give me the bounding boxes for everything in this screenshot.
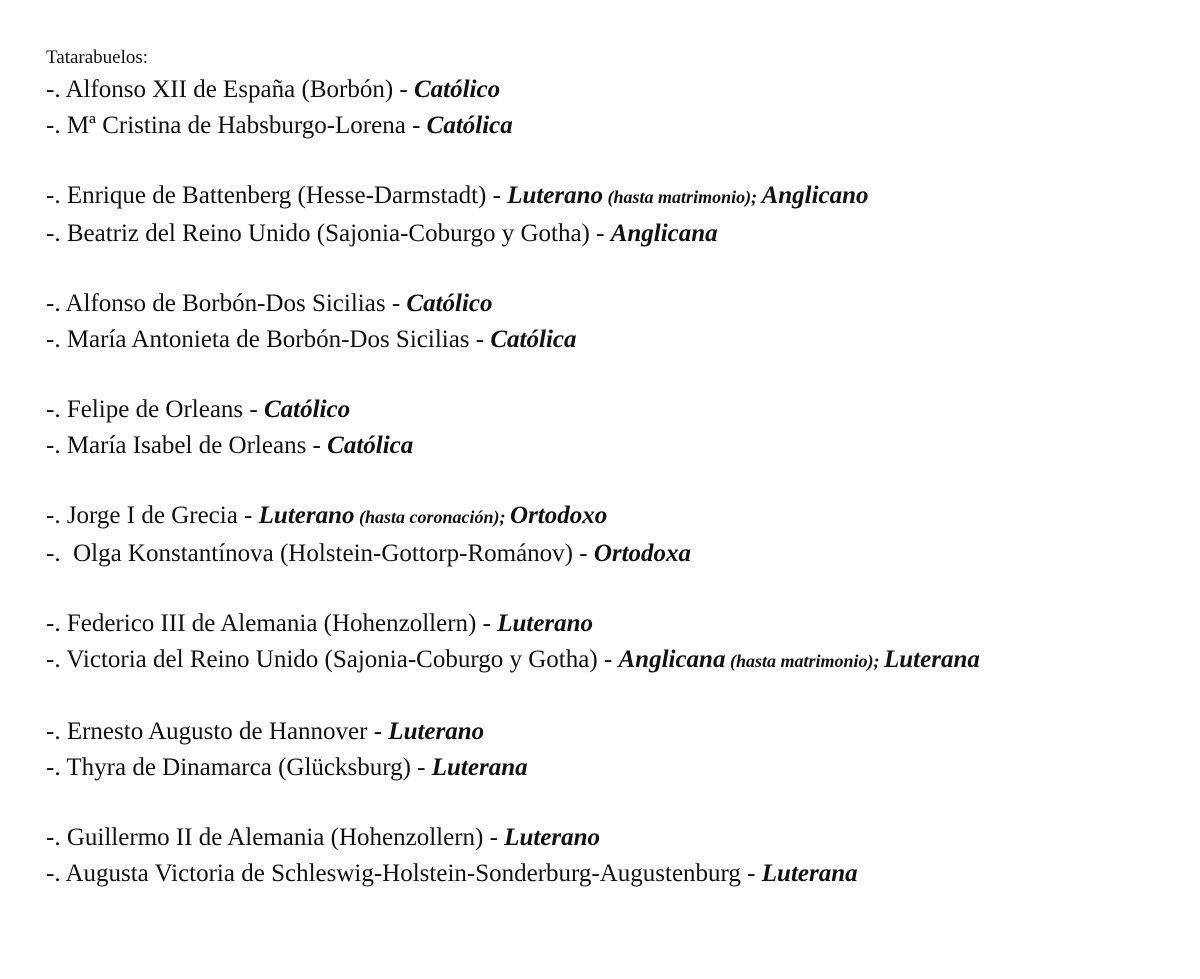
ancestor-name: -. Mª Cristina de Habsburgo-Lorena -: [46, 111, 427, 139]
ancestor-name: -. Alfonso XII de España (Borbón) -: [46, 76, 414, 103]
religion-label: Católico: [413, 76, 501, 103]
religion-label: Luterana: [431, 753, 528, 781]
ancestor-line: [46, 536, 1186, 572]
ancestor-name: -. Augusta Victoria de Schleswig-Holstein-Sonderburg-Augustenburg -: [46, 859, 762, 887]
religion-label: Luterano: [504, 824, 601, 851]
ancestor-line: [46, 322, 1186, 358]
ancestor-line: [46, 108, 1186, 144]
couple-group: [46, 606, 1186, 679]
religion-label: Luterano: [388, 718, 485, 745]
religion-label-later: Ortodoxo: [510, 502, 608, 529]
religion-label: Luterana: [761, 859, 858, 887]
couple-group: [46, 286, 1186, 357]
ancestor-line: [46, 642, 1186, 680]
couple-group: [46, 72, 1186, 143]
religion-label-later: Anglicano: [761, 182, 869, 209]
religion-label: Anglicana: [610, 219, 718, 247]
ancestor-name: -. Alfonso de Borbón-Dos Sicilias -: [46, 290, 407, 317]
ancestor-name: -. Guillermo II de Alemania (Hohenzollern) -: [46, 824, 505, 851]
couple-group: [46, 714, 1186, 785]
religion-label: Católica: [490, 325, 577, 353]
religion-label-later: Luterana: [884, 645, 980, 673]
religion-label: Anglicana: [618, 645, 726, 673]
ancestor-line: [46, 498, 1186, 536]
religion-label: Luterano: [258, 502, 355, 529]
ancestor-name: -. Olga Konstantínova (Holstein-Gottorp-Románov) -: [46, 539, 594, 567]
religion-label: Católica: [327, 431, 414, 459]
ancestor-line: [46, 606, 1186, 642]
couple-group: [46, 820, 1186, 891]
document-body: [46, 44, 1186, 926]
ancestor-line: [46, 820, 1186, 856]
couple-group: [46, 498, 1186, 571]
religion-note: (hasta matrimonio);: [603, 187, 762, 207]
ancestor-name: -. Felipe de Orleans -: [46, 396, 264, 423]
religion-note: (hasta coronación);: [354, 507, 511, 527]
ancestor-line: [46, 216, 1186, 252]
ancestor-line: [46, 286, 1186, 322]
religion-label: Católica: [426, 111, 513, 139]
ancestor-name: -. Enrique de Battenberg (Hesse-Darmstadt) -: [46, 182, 508, 209]
religion-label: Católico: [406, 290, 493, 317]
section-heading: Tatarabuelos:: [46, 47, 149, 68]
ancestor-name: -. María Antonieta de Borbón-Dos Sicilias -: [46, 325, 491, 353]
ancestor-line: [46, 750, 1186, 786]
ancestor-line: [46, 856, 1186, 892]
ancestor-name: -. Federico III de Alemania (Hohenzollern) -: [46, 610, 498, 637]
ancestor-name: -. Victoria del Reino Unido (Sajonia-Coburgo y Gotha) -: [46, 645, 619, 673]
religion-label: Luterano: [507, 182, 604, 209]
religion-label: Luterano: [497, 610, 594, 637]
ancestor-line: [46, 714, 1186, 750]
ancestor-line: [46, 392, 1186, 428]
couple-group: [46, 178, 1186, 251]
ancestor-line: [46, 72, 1186, 108]
religion-label: Católico: [263, 396, 351, 423]
couple-group: [46, 392, 1186, 463]
religion-label: Ortodoxa: [593, 539, 692, 567]
ancestor-list: [46, 72, 1186, 891]
ancestor-name: -. Jorge I de Grecia -: [46, 502, 259, 529]
ancestor-name: -. Thyra de Dinamarca (Glücksburg) -: [46, 753, 432, 781]
ancestor-name: -. Ernesto Augusto de Hannover -: [46, 718, 389, 745]
religion-note: (hasta matrimonio);: [725, 650, 884, 671]
ancestor-line: [46, 428, 1186, 464]
ancestor-line: [46, 178, 1186, 216]
ancestor-name: -. Beatriz del Reino Unido (Sajonia-Coburgo y Gotha) -: [46, 219, 611, 247]
ancestor-name: -. María Isabel de Orleans -: [46, 431, 328, 459]
